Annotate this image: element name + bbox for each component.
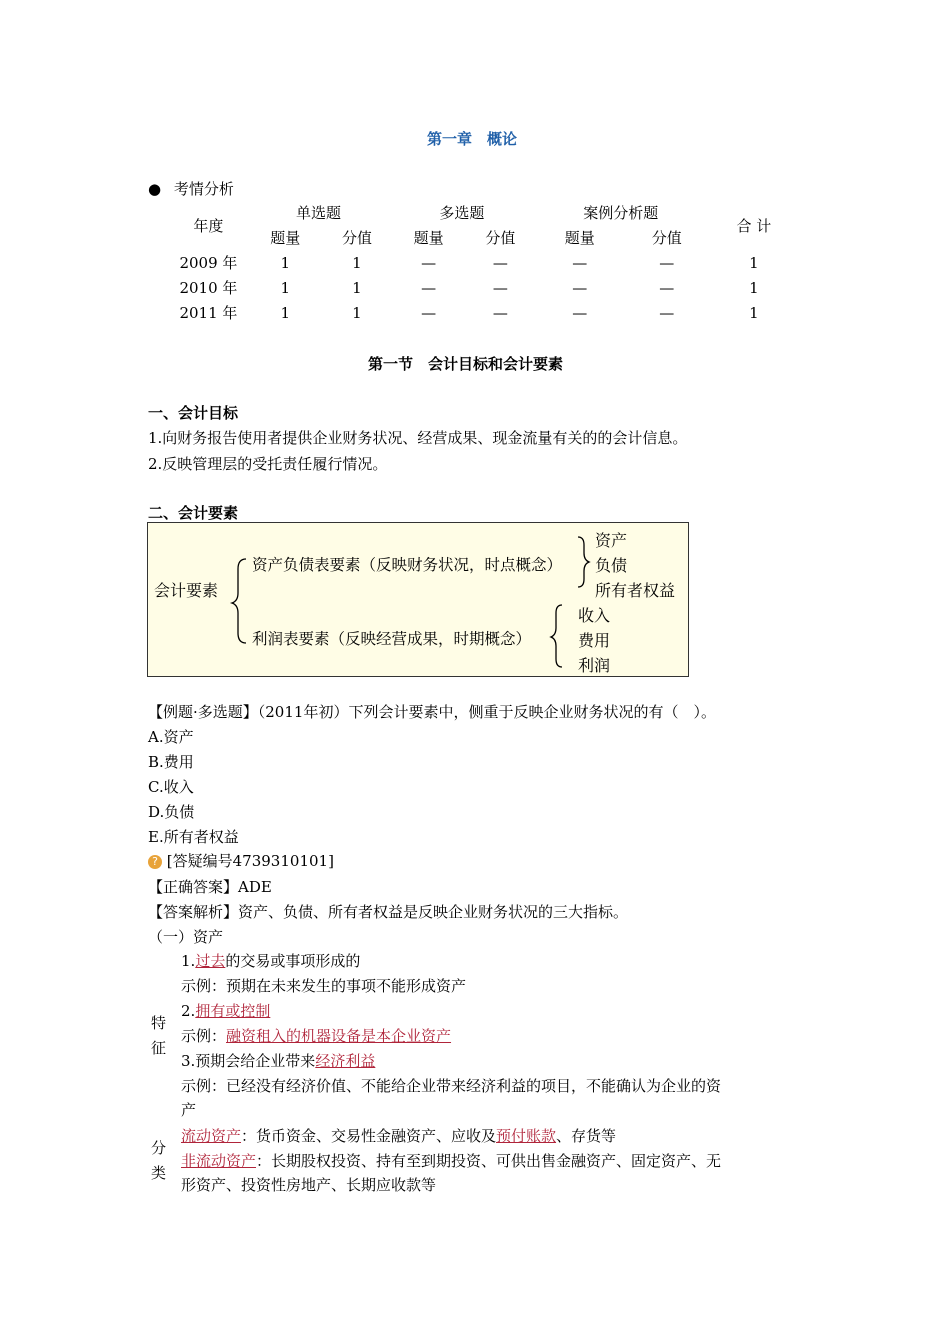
exam-analysis-table xyxy=(170,200,800,325)
feature-2 xyxy=(181,1000,270,1021)
cell: — xyxy=(421,278,437,297)
chapter-title: 第一章 概论 xyxy=(427,130,518,148)
cell-year: 2011 年 xyxy=(179,304,238,322)
section-title: 第一节 会计目标和会计要素 xyxy=(368,355,564,373)
current-assets xyxy=(181,1125,616,1146)
cell: — xyxy=(659,303,675,322)
noncurrent-assets xyxy=(181,1150,721,1171)
header-case: 案例分析题 xyxy=(583,204,659,222)
option-a: A.资产 xyxy=(148,728,194,746)
cell: — xyxy=(421,253,437,272)
feature-1-keyword: 过去 xyxy=(195,952,226,970)
header-single: 单选题 xyxy=(296,204,342,222)
cell: — xyxy=(492,303,508,322)
cell: 1 xyxy=(749,278,759,297)
feature-3-keyword: 经济利益 xyxy=(315,1052,376,1070)
header-count: 题量 xyxy=(270,229,301,247)
balance-item: 资产 xyxy=(595,531,628,550)
exam-analysis-label: 考情分析 xyxy=(173,180,234,198)
cell: — xyxy=(572,278,588,297)
cell: 1 xyxy=(280,278,291,297)
feature-2-example-keyword: 融资租入的机器设备是本企业资产 xyxy=(226,1027,452,1045)
cell: — xyxy=(659,278,675,297)
elements-root: 会计要素 xyxy=(154,581,219,600)
noncurrent-assets-keyword: 非流动资产 xyxy=(181,1152,257,1170)
cell: 1 xyxy=(352,278,362,297)
bullet-icon: ● xyxy=(148,180,162,198)
qa-id[interactable]: [答疑编号4739310101] xyxy=(166,852,334,870)
cell: 1 xyxy=(749,253,759,272)
noncurrent-assets-cont: 形资产、投资性房地产、长期应收款等 xyxy=(181,1176,437,1194)
income-item: 利润 xyxy=(578,656,611,675)
example-question: 【例题·多选题】（2011年初）下列会计要素中，侧重于反映企业财务状况的有（ ）。 xyxy=(148,703,716,721)
cell: 1 xyxy=(280,253,291,272)
cell: — xyxy=(421,303,437,322)
cell: — xyxy=(572,253,588,272)
option-c: C.收入 xyxy=(148,778,194,796)
feature-1-text: 的交易或事项形成的 xyxy=(225,952,361,970)
assets-heading: （一）资产 xyxy=(148,928,224,946)
option-b: B.费用 xyxy=(148,753,194,771)
prepaid-keyword: 预付账款 xyxy=(496,1127,557,1145)
elements-heading: 二、会计要素 xyxy=(148,504,239,522)
qa-id-row xyxy=(148,850,334,871)
header-score: 分值 xyxy=(485,229,516,247)
table-row xyxy=(170,275,800,300)
feature-2-keyword: 拥有或控制 xyxy=(195,1002,271,1020)
answer-analysis: 【答案解析】资产、负债、所有者权益是反映企业财务状况的三大指标。 xyxy=(148,903,629,921)
feature-2-prefix: 2. xyxy=(181,1002,196,1020)
header-total: 合 计 xyxy=(736,216,772,235)
header-year: 年度 xyxy=(193,216,224,235)
table-row xyxy=(170,300,800,325)
current-assets-keyword: 流动资产 xyxy=(181,1127,242,1145)
current-assets-text: ：货币资金、交易性金融资产、应收及 xyxy=(241,1127,497,1145)
cell: — xyxy=(659,253,675,272)
class-label-1: 分 xyxy=(151,1139,167,1157)
table-row xyxy=(170,250,800,275)
balance-sheet-elements: 资产负债表要素（反映财务状况，时点概念） xyxy=(252,556,563,574)
cell: — xyxy=(572,303,588,322)
class-label-2: 类 xyxy=(151,1164,167,1182)
header-score: 分值 xyxy=(651,229,682,247)
feature-2-example-prefix: 示例： xyxy=(181,1027,227,1045)
option-d: D.负债 xyxy=(148,803,195,821)
question-mark-icon[interactable]: ? xyxy=(148,855,162,869)
feature-3-example: 示例：已经没有经济价值、不能给企业带来经济利益的项目，不能确认为企业的资 xyxy=(181,1077,722,1095)
feature-3-prefix: 3.预期会给企业带来 xyxy=(181,1052,316,1070)
feature-1-example: 示例：预期在未来发生的事项不能形成资产 xyxy=(181,977,467,995)
feature-3 xyxy=(181,1050,375,1071)
feature-1-prefix: 1. xyxy=(181,952,196,970)
exam-analysis-heading xyxy=(148,178,234,199)
feature-2-example xyxy=(181,1025,451,1046)
income-item: 费用 xyxy=(578,631,611,650)
elements-diagram xyxy=(147,522,689,677)
header-multi: 多选题 xyxy=(439,204,485,222)
noncurrent-assets-text: ：长期股权投资、持有至到期投资、可供出售金融资产、固定资产、无 xyxy=(256,1152,722,1170)
goal-heading: 一、会计目标 xyxy=(148,404,239,422)
feature-label-1: 特 xyxy=(151,1014,167,1032)
cell: 1 xyxy=(280,303,291,322)
current-assets-text-end: 、存货等 xyxy=(556,1127,617,1145)
cell: 1 xyxy=(352,253,362,272)
feature-1 xyxy=(181,950,360,971)
income-item: 收入 xyxy=(578,606,611,625)
cell: 1 xyxy=(352,303,362,322)
cell: — xyxy=(492,253,508,272)
cell-year: 2009 年 xyxy=(179,254,238,272)
header-score: 分值 xyxy=(341,229,372,247)
header-count: 题量 xyxy=(413,229,444,247)
feature-3-example-cont: 产 xyxy=(181,1101,197,1119)
cell: 1 xyxy=(749,303,759,322)
cell: — xyxy=(492,278,508,297)
feature-label-2: 征 xyxy=(151,1039,167,1057)
goal-item-2: 2.反映管理层的受托责任履行情况。 xyxy=(148,455,388,473)
goal-item-1: 1.向财务报告使用者提供企业财务状况、经营成果、现金流量有关的的会计信息。 xyxy=(148,429,688,447)
cell-year: 2010 年 xyxy=(179,279,238,297)
balance-item: 所有者权益 xyxy=(595,581,676,600)
balance-item: 负债 xyxy=(595,556,628,575)
header-count: 题量 xyxy=(564,229,595,247)
correct-answer: 【正确答案】ADE xyxy=(148,878,272,896)
option-e: E.所有者权益 xyxy=(148,828,239,846)
income-statement-elements: 利润表要素（反映经营成果，时期概念） xyxy=(252,630,532,648)
